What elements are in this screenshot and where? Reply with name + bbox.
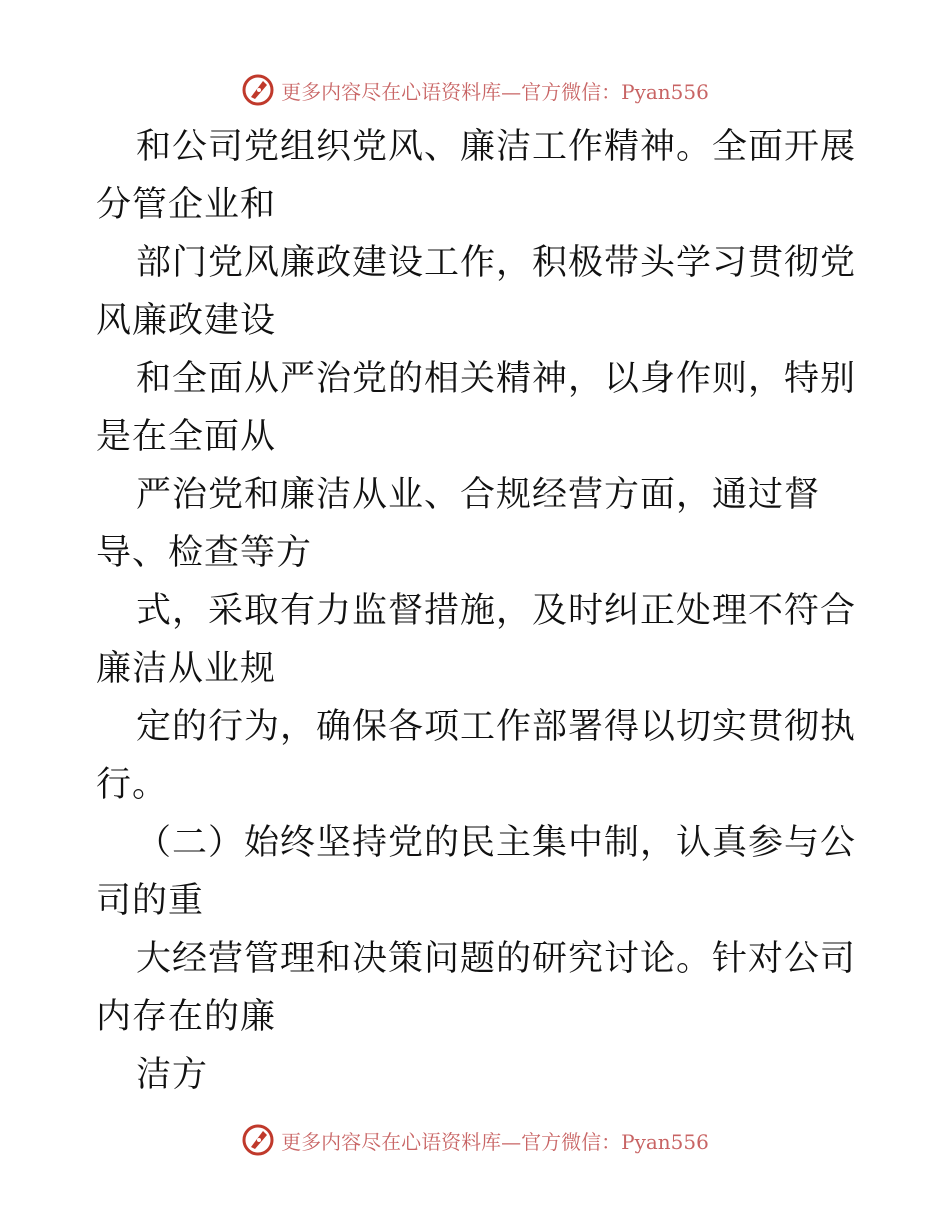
paragraph: 式，采取有力监督措施，及时纠正处理不符合廉洁从业规 [96, 591, 857, 689]
paragraph: 部门党风廉政建设工作，积极带头学习贯彻党风廉政建设 [96, 243, 857, 341]
header-banner [0, 70, 950, 110]
header-banner-text: 更多内容尽在心语资料库—官方微信：Pyan556 [281, 79, 709, 104]
paragraph: 严治党和廉洁从业、合规经营方面，通过督导、检查等方 [96, 475, 821, 573]
paragraph: 定的行为，确保各项工作部署得以切实贯彻执行。 [96, 707, 857, 805]
paragraph: （二）始终坚持党的民主集中制，认真参与公司的重 [96, 823, 857, 921]
paragraph: 洁方 [136, 1055, 209, 1095]
pen-nib-logo-icon [241, 73, 275, 107]
paragraph: 和全面从严治党的相关精神，以身作则，特别是在全面从 [96, 359, 857, 457]
footer-banner-text: 更多内容尽在心语资料库—官方微信：Pyan556 [281, 1129, 709, 1154]
document-body [96, 118, 856, 1104]
paragraph: 大经营管理和决策问题的研究讨论。针对公司内存在的廉 [96, 939, 857, 1037]
pen-nib-logo-icon [241, 1123, 275, 1157]
footer-banner [0, 1120, 950, 1160]
paragraph: 和公司党组织党风、廉洁工作精神。全面开展分管企业和 [96, 127, 857, 225]
